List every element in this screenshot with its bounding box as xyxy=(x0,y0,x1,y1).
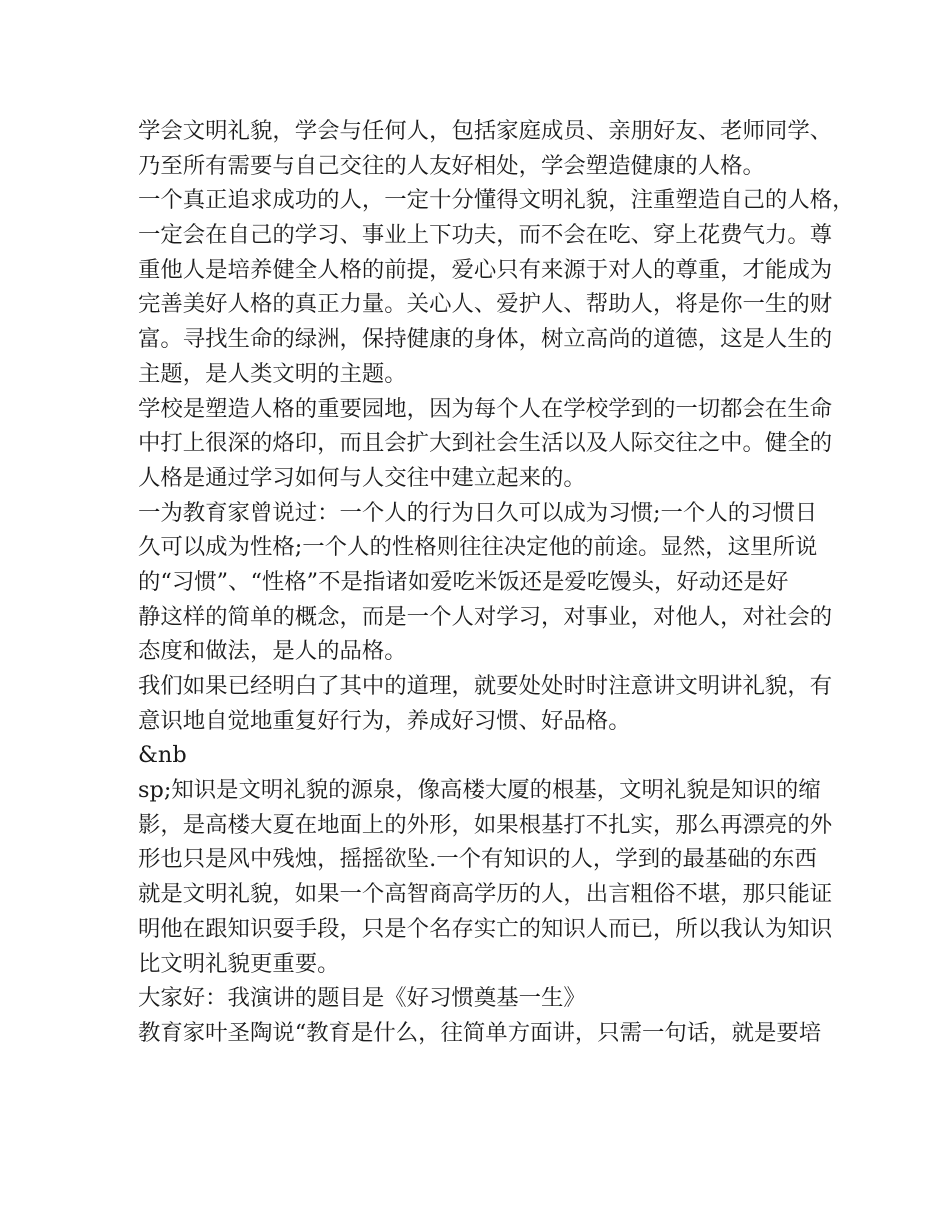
text-line: 大家好：我演讲的题目是《好习惯奠基一生》 xyxy=(138,985,586,1012)
text-line: 中打上很深的烙印，而且会扩大到社会生活以及人际交往之中。健全的 xyxy=(138,430,833,457)
text-line: 人格是通过学习如何与人交往中建立起来的。 xyxy=(138,464,586,491)
text-line: 一定会在自己的学习、事业上下功夫，而不会在吃、穿上花费气力。尊 xyxy=(138,222,833,249)
text-line: 影，是高楼大夏在地面上的外形，如果根基打不扎实，那么再漂亮的外 xyxy=(138,811,833,838)
text-line: 一个真正追求成功的人，一定十分懂得文明礼貌，注重塑造自己的人格， xyxy=(138,187,855,214)
text-line: 学校是塑造人格的重要园地，因为每个人在学校学到的一切都会在生命 xyxy=(138,395,833,422)
text-line: 的“习惯”、“性格”不是指诸如爱吃米饭还是爱吃馒头，好动还是好 xyxy=(138,568,789,595)
text-line: 明他在跟知识耍手段，只是个名存实亡的知识人而已，所以我认为知识 xyxy=(138,915,833,942)
text-line: 久可以成为性格;一个人的性格则往往决定他的前途。显然，这里所说 xyxy=(138,534,818,561)
text-line: 主题，是人类文明的主题。 xyxy=(138,360,407,387)
text-line: &nb xyxy=(138,742,187,769)
text-line: sp;知识是文明礼貌的源泉，像高楼大厦的根基，文明礼貌是知识的缩 xyxy=(138,777,821,804)
text-line: 完善美好人格的真正力量。关心人、爱护人、帮助人，将是你一生的财 xyxy=(138,291,833,318)
text-line: 就是文明礼貌，如果一个高智商高学历的人，出言粗俗不堪，那只能证 xyxy=(138,881,833,908)
text-line: 静这样的简单的概念，而是一个人对学习，对事业，对他人，对社会的 xyxy=(138,603,833,630)
text-line: 重他人是培养健全人格的前提，爱心只有来源于对人的尊重，才能成为 xyxy=(138,256,833,283)
text-line: 态度和做法，是人的品格。 xyxy=(138,638,407,665)
text-line: 我们如果已经明白了其中的道理，就要处处时时注意讲文明讲礼貌，有 xyxy=(138,673,833,699)
text-line: 一为教育家曾说过：一个人的行为日久可以成为习惯;一个人的习惯日 xyxy=(138,499,818,526)
document-body xyxy=(138,114,855,1051)
text-line: 教育家叶圣陶说“教育是什么，往简单方面讲，只需一句话，就是要培 xyxy=(138,1019,822,1046)
text-line: 形也只是风中残烛，摇摇欲坠.一个有知识的人，学到的最基础的东西 xyxy=(138,846,817,873)
text-line: 意识地自觉地重复好行为，养成好习惯、好品格。 xyxy=(138,707,631,734)
text-line: 学会文明礼貌，学会与任何人，包括家庭成员、亲朋好友、老师同学、 xyxy=(138,118,833,144)
text-line: 乃至所有需要与自己交往的人友好相处，学会塑造健康的人格。 xyxy=(138,152,765,179)
text-line: 富。寻找生命的绿洲，保持健康的身体，树立高尚的道德，这是人生的 xyxy=(138,326,833,353)
text-line: 比文明礼貌更重要。 xyxy=(138,950,340,977)
